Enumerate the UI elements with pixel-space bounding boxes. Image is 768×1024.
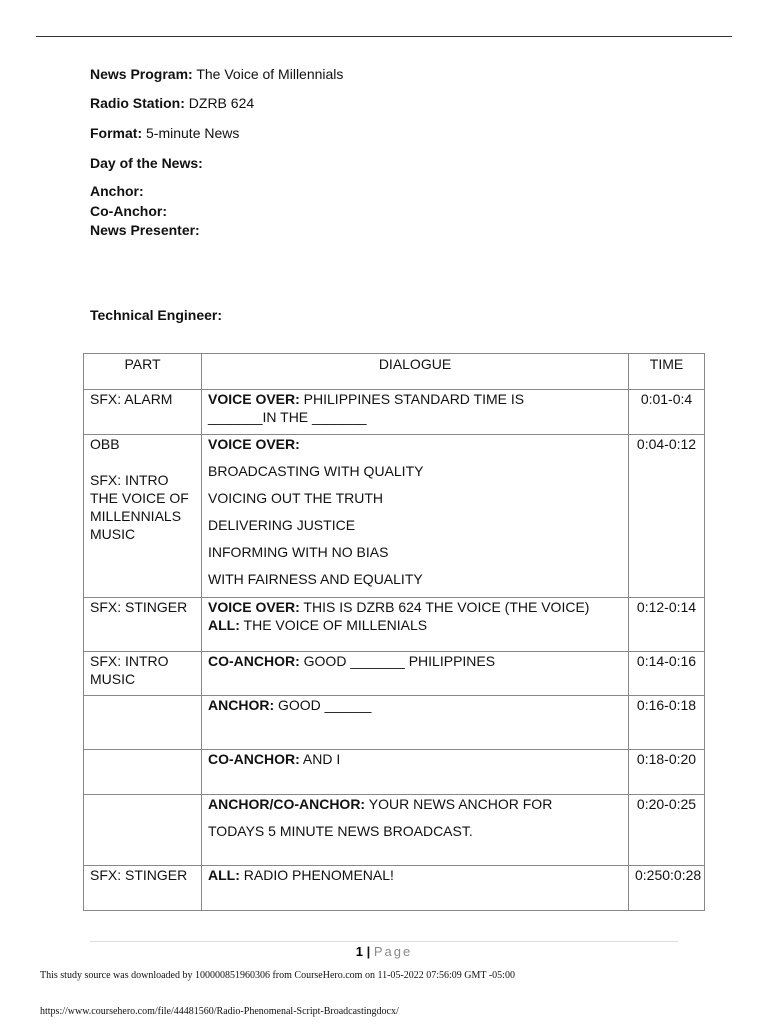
part-text: SFX: INTRO [90,653,169,669]
part-text: SFX: STINGER [90,867,188,883]
dialogue-line [208,570,622,588]
header-time: TIME [629,354,705,390]
speaker-label: ANCHOR: [208,697,275,713]
dialogue-cell [202,750,629,795]
page-number-value: 1 [355,944,363,959]
dialogue-text: TODAYS 5 MINUTE NEWS BROADCAST. [208,823,473,839]
dialogue-text: AND I [299,751,341,767]
speaker-label: CO-ANCHOR: [208,653,300,669]
part-cell [84,390,202,435]
format-line [90,125,239,141]
table-row [84,598,705,652]
part-cell [84,652,202,696]
dialogue-cell [202,652,629,696]
dialogue-line [208,866,622,884]
dialogue-line [208,750,622,768]
speaker-label: ALL: [208,617,240,633]
technical-engineer-label: Technical Engineer: [90,307,222,323]
dialogue-line [208,696,622,714]
time-cell: 0:04-0:12 [629,435,705,598]
dialogue-text: WITH FAIRNESS AND EQUALITY [208,571,423,587]
part-cell [84,598,202,652]
speaker-label: ALL: [208,867,240,883]
co-anchor-line [90,203,167,219]
table-row [84,652,705,696]
header-dialogue: DIALOGUE [202,354,629,390]
dialogue-line [208,435,622,453]
dialogue-text: GOOD ______ [274,697,372,713]
dialogue-text: RADIO PHENOMENAL! [239,867,394,883]
dialogue-text: VOICING OUT THE TRUTH [208,490,384,506]
dialogue-cell [202,435,629,598]
news-program-label: News Program: [90,66,193,82]
time-cell: 0:250:0:28 [629,866,705,911]
dialogue-cell [202,866,629,911]
page-word: Page [373,944,413,959]
dialogue-text: INFORMING WITH NO BIAS [208,544,389,560]
news-presenter-line [90,222,200,238]
news-program-value: The Voice of Millennials [196,66,344,82]
table-row [84,696,705,750]
time-cell: 0:14-0:16 [629,652,705,696]
table-row [84,795,705,866]
part-cell [84,696,202,750]
speaker-label: ANCHOR/CO-ANCHOR: [208,796,366,812]
script-body [84,390,705,911]
dialogue-text: YOUR NEWS ANCHOR FOR [365,796,553,812]
part-text: SFX: STINGER [90,599,188,615]
anchor-label: Anchor: [90,183,144,199]
time-cell: 0:16-0:18 [629,696,705,750]
dialogue-line [208,516,622,534]
format-label: Format: [90,125,143,141]
dialogue-text: _______IN THE _______ [208,409,367,425]
dialogue-cell [202,390,629,435]
dialogue-line [208,616,622,634]
speaker-label: VOICE OVER: [208,599,300,615]
day-line [90,155,203,171]
time-cell: 0:01-0:4 [629,390,705,435]
table-header-row [84,354,705,390]
dialogue-line [208,408,622,426]
part-cell [84,795,202,866]
dialogue-line [208,462,622,480]
footer-rule [90,941,678,942]
news-program-line [90,66,343,82]
part-cell [84,866,202,911]
news-presenter-label: News Presenter: [90,222,200,238]
time-cell: 0:12-0:14 [629,598,705,652]
dialogue-line [208,822,622,840]
header-part: PART [84,354,202,390]
day-label: Day of the News: [90,155,203,171]
technical-engineer-line [90,307,222,323]
page-separator: | [366,944,371,959]
dialogue-line [208,598,622,616]
table-row [84,866,705,911]
part-text [90,453,195,471]
co-anchor-label: Co-Anchor: [90,203,167,219]
script-table [83,353,705,911]
dialogue-cell [202,795,629,866]
format-value: 5-minute News [146,125,240,141]
dialogue-cell [202,696,629,750]
dialogue-text: PHILIPPINES STANDARD TIME IS [299,391,525,407]
dialogue-text: THIS IS DZRB 624 THE VOICE (THE VOICE) [299,599,590,615]
part-text: MILLENNIALS [90,508,182,524]
radio-station-value: DZRB 624 [188,95,255,111]
table-row [84,750,705,795]
speaker-label: VOICE OVER: [208,391,300,407]
table-row [84,390,705,435]
dialogue-text: BROADCASTING WITH QUALITY [208,463,424,479]
part-text: MUSIC [90,671,136,687]
dialogue-line [208,795,622,813]
page-number [0,944,768,959]
dialogue-line [208,390,622,408]
dialogue-cell [202,598,629,652]
part-text: MUSIC [90,526,136,542]
top-rule [36,36,732,37]
dialogue-text: GOOD _______ PHILIPPINES [299,653,496,669]
time-cell: 0:18-0:20 [629,750,705,795]
source-url[interactable]: https://www.coursehero.com/file/44481560/Radio-Phenomenal-Script-Broadcastingdocx/ [40,1006,399,1017]
part-cell [84,435,202,598]
radio-station-label: Radio Station: [90,95,185,111]
part-text: THE VOICE OF [90,490,189,506]
dialogue-line [208,489,622,507]
anchor-line [90,183,144,199]
part-text: SFX: INTRO [90,472,169,488]
part-cell [84,750,202,795]
dialogue-text: DELIVERING JUSTICE [208,517,356,533]
dialogue-line [208,652,622,670]
dialogue-line [208,543,622,561]
download-note: This study source was downloaded by 100000851960306 from CourseHero.com on 11-05-2022 07:56:09 GMT -05:00 [40,970,515,981]
table-row [84,435,705,598]
radio-station-line [90,95,254,111]
part-text: OBB [90,436,120,452]
part-text: SFX: ALARM [90,391,173,407]
time-cell: 0:20-0:25 [629,795,705,866]
dialogue-text: THE VOICE OF MILLENIALS [239,617,428,633]
speaker-label: CO-ANCHOR: [208,751,300,767]
speaker-label: VOICE OVER: [208,436,300,452]
